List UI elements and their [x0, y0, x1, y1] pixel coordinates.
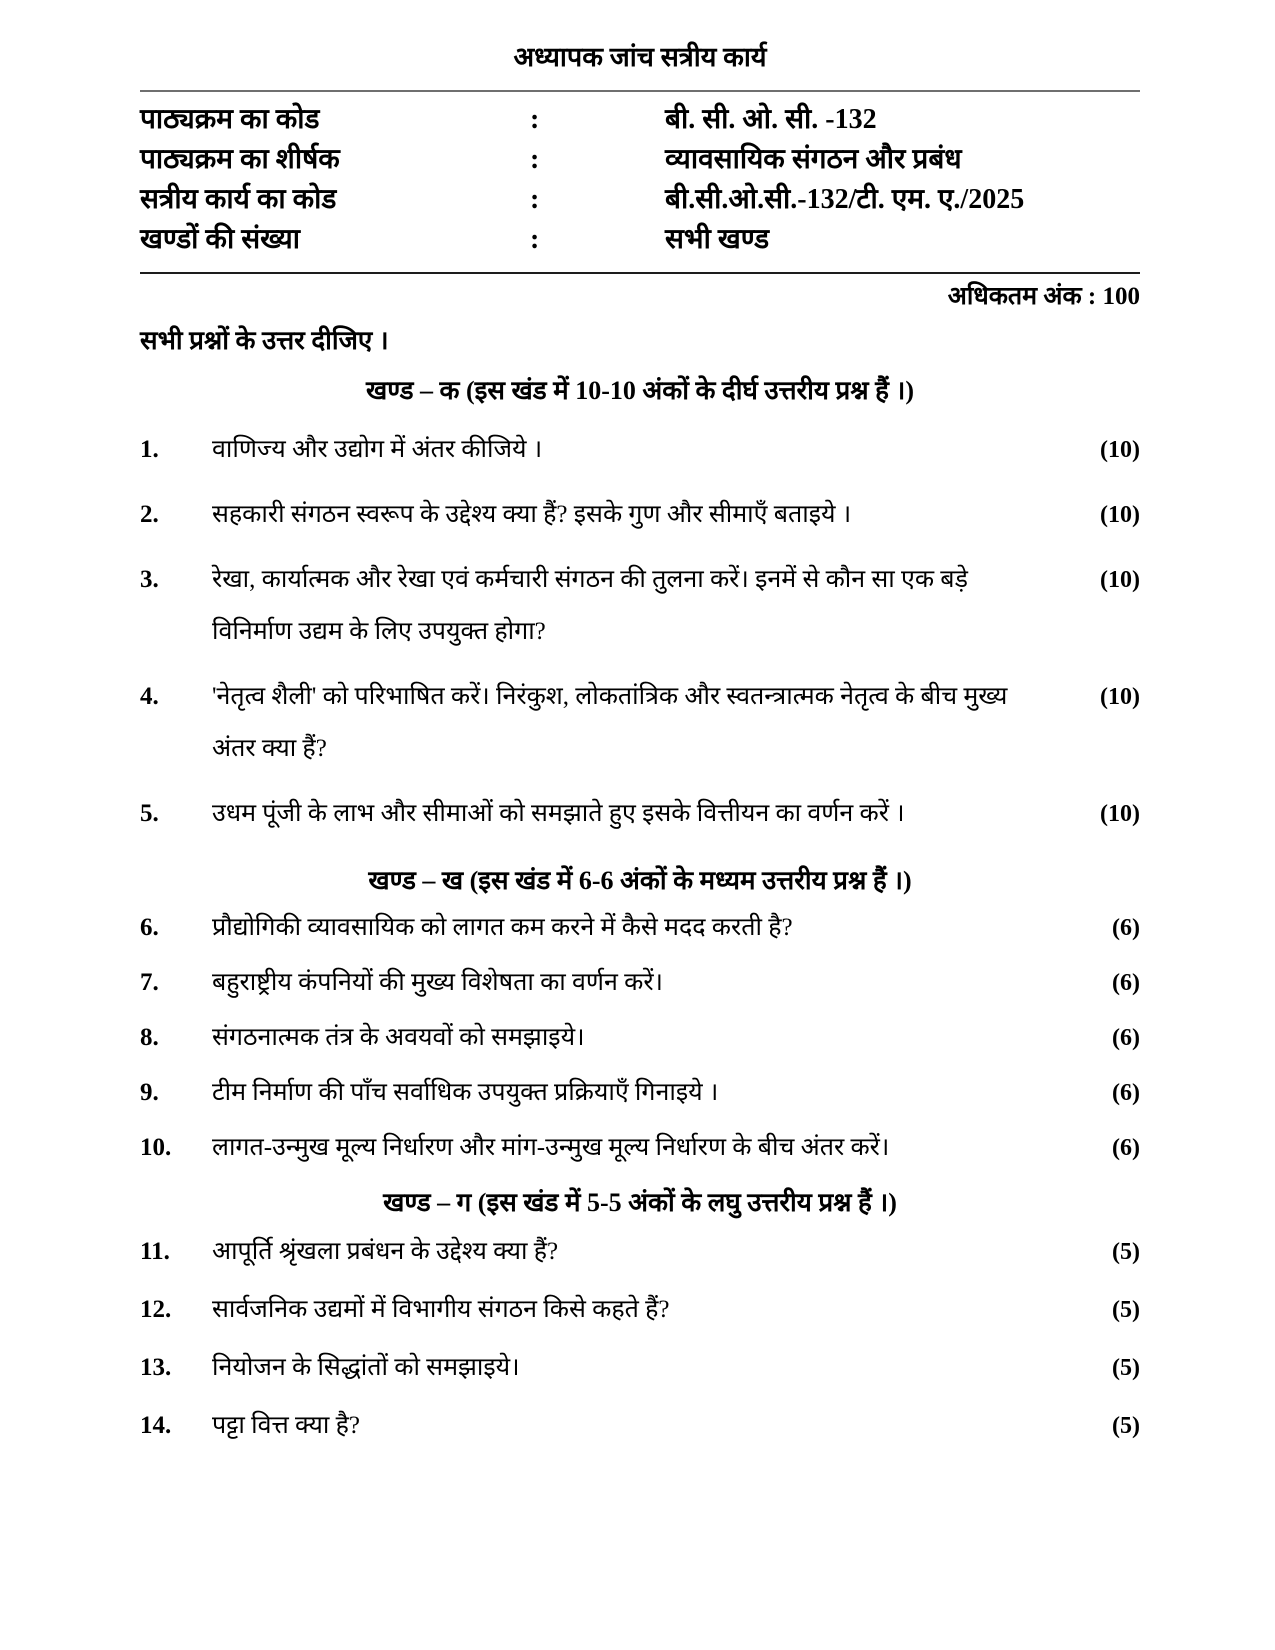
question-row: [140, 1073, 1140, 1113]
question-sections: [140, 374, 1140, 1446]
course-info-separator: :: [530, 144, 540, 175]
question-text: पट्टा वित्त क्या है?: [212, 1412, 361, 1439]
course-info-separator: :: [530, 184, 540, 215]
course-info-row: [140, 140, 1140, 180]
question-marks: (5): [1112, 1239, 1140, 1265]
question-row: [140, 554, 1140, 658]
question-row: [140, 1406, 1140, 1446]
question-marks: (6): [1112, 970, 1140, 996]
question-text: रेखा, कार्यात्मक और रेखा एवं कर्मचारी संगठन की तुलना करें। इनमें से कौन सा एक बड़े विनिर्माण उद्यम के लिए उपयुक्त होगा?: [212, 566, 968, 645]
course-info-separator: :: [530, 104, 540, 135]
question-text: सहकारी संगठन स्वरूप के उद्देश्य क्या हैं? इसके गुण और सीमाएँ बताइये ।: [212, 501, 852, 528]
instruction-text: सभी प्रश्नों के उत्तर दीजिए ।: [140, 326, 389, 355]
question-row: [140, 671, 1140, 775]
question-number: 2.: [140, 501, 159, 528]
course-info-value: बी.सी.ओ.सी.-132/टी. एम. ए./2025: [665, 184, 1025, 215]
course-info-row: [140, 100, 1140, 140]
question-marks: (6): [1112, 915, 1140, 941]
question-marks: (10): [1100, 437, 1140, 463]
course-info-label: पाठ्यक्रम का शीर्षक: [140, 144, 340, 175]
question-number: 12.: [140, 1296, 172, 1323]
question-text: प्रौद्योगिकी व्यावसायिक को लागत कम करने में कैसे मदद करती है?: [212, 914, 793, 941]
question-row: [140, 908, 1140, 948]
section-heading: खण्ड – ख (इस खंड में 6-6 अंकों के मध्यम उत्तरीय प्रश्न हैं ।): [368, 866, 912, 895]
question-marks: (10): [1100, 801, 1140, 827]
question-number: 13.: [140, 1354, 172, 1381]
course-info-label: पाठ्यक्रम का कोड: [140, 104, 320, 135]
question-row: [140, 489, 1140, 541]
question-row: [140, 1018, 1140, 1058]
question-number: 9.: [140, 1079, 159, 1106]
question-marks: (6): [1112, 1135, 1140, 1161]
question-marks: (10): [1100, 684, 1140, 710]
question-marks: (5): [1112, 1413, 1140, 1439]
question-number: 1.: [140, 436, 159, 463]
course-info-separator: :: [530, 224, 540, 255]
question-marks: (10): [1100, 567, 1140, 593]
question-number: 7.: [140, 969, 159, 996]
question-number: 5.: [140, 800, 159, 827]
course-info-row: [140, 220, 1140, 260]
course-info-table: [140, 90, 1140, 274]
question-marks: (6): [1112, 1080, 1140, 1106]
question-row: [140, 1232, 1140, 1272]
question-number: 10.: [140, 1134, 172, 1161]
question-text: बहुराष्ट्रीय कंपनियों की मुख्य विशेषता का वर्णन करें।: [212, 969, 664, 996]
question-text: लागत-उन्मुख मूल्य निर्धारण और मांग-उन्मुख मूल्य निर्धारण के बीच अंतर करें।: [212, 1134, 890, 1161]
question-number: 14.: [140, 1412, 172, 1439]
course-info-value: व्यावसायिक संगठन और प्रबंध: [665, 144, 962, 175]
question-row: [140, 963, 1140, 1003]
question-row: [140, 788, 1140, 840]
question-number: 4.: [140, 683, 159, 710]
max-marks-label: अधिकतम अंक : 100: [947, 283, 1140, 310]
question-number: 11.: [140, 1238, 170, 1265]
course-info-row: [140, 180, 1140, 220]
question-row: [140, 1290, 1140, 1330]
course-info-value: बी. सी. ओ. सी. -132: [665, 104, 877, 135]
question-marks: (10): [1100, 502, 1140, 528]
page-title: अध्यापक जांच सत्रीय कार्य: [513, 42, 767, 72]
question-row: [140, 1128, 1140, 1168]
question-text: सार्वजनिक उद्यमों में विभागीय संगठन किसे कहते हैं?: [212, 1296, 670, 1323]
question-text: टीम निर्माण की पाँच सर्वाधिक उपयुक्त प्रक्रियाएँ गिनाइये ।: [212, 1079, 719, 1106]
question-number: 6.: [140, 914, 159, 941]
question-marks: (6): [1112, 1025, 1140, 1051]
question-text: नियोजन के सिद्धांतों को समझाइये।: [212, 1354, 520, 1381]
question-text: संगठनात्मक तंत्र के अवयवों को समझाइये।: [212, 1024, 585, 1051]
course-info-rows: [140, 100, 1140, 260]
question-text: 'नेतृत्व शैली' को परिभाषित करें। निरंकुश, लोकतांत्रिक और स्वतन्त्रात्मक नेतृत्व के बीच मुख्य अंतर क्या हैं?: [212, 683, 1008, 762]
question-marks: (5): [1112, 1297, 1140, 1323]
question-row: [140, 1348, 1140, 1388]
course-info-value: सभी खण्ड: [665, 224, 770, 255]
course-info-label: सत्रीय कार्य का कोड: [140, 184, 337, 215]
question-text: आपूर्ति श्रृंखला प्रबंधन के उद्देश्य क्या हैं?: [212, 1238, 559, 1265]
course-info-label: खण्डों की संख्या: [140, 224, 300, 255]
question-row: [140, 424, 1140, 476]
question-text: वाणिज्य और उद्योग में अंतर कीजिये ।: [212, 436, 543, 463]
section-heading: खण्ड – ग (इस खंड में 5-5 अंकों के लघु उत्तरीय प्रश्न हैं ।): [383, 1188, 897, 1217]
question-marks: (5): [1112, 1355, 1140, 1381]
question-text: उधम पूंजी के लाभ और सीमाओं को समझाते हुए इसके वित्तीयन का वर्णन करें ।: [212, 800, 905, 827]
question-number: 3.: [140, 566, 159, 593]
section-heading: खण्ड – क (इस खंड में 10-10 अंकों के दीर्घ उत्तरीय प्रश्न हैं ।): [366, 376, 914, 405]
question-number: 8.: [140, 1024, 159, 1051]
